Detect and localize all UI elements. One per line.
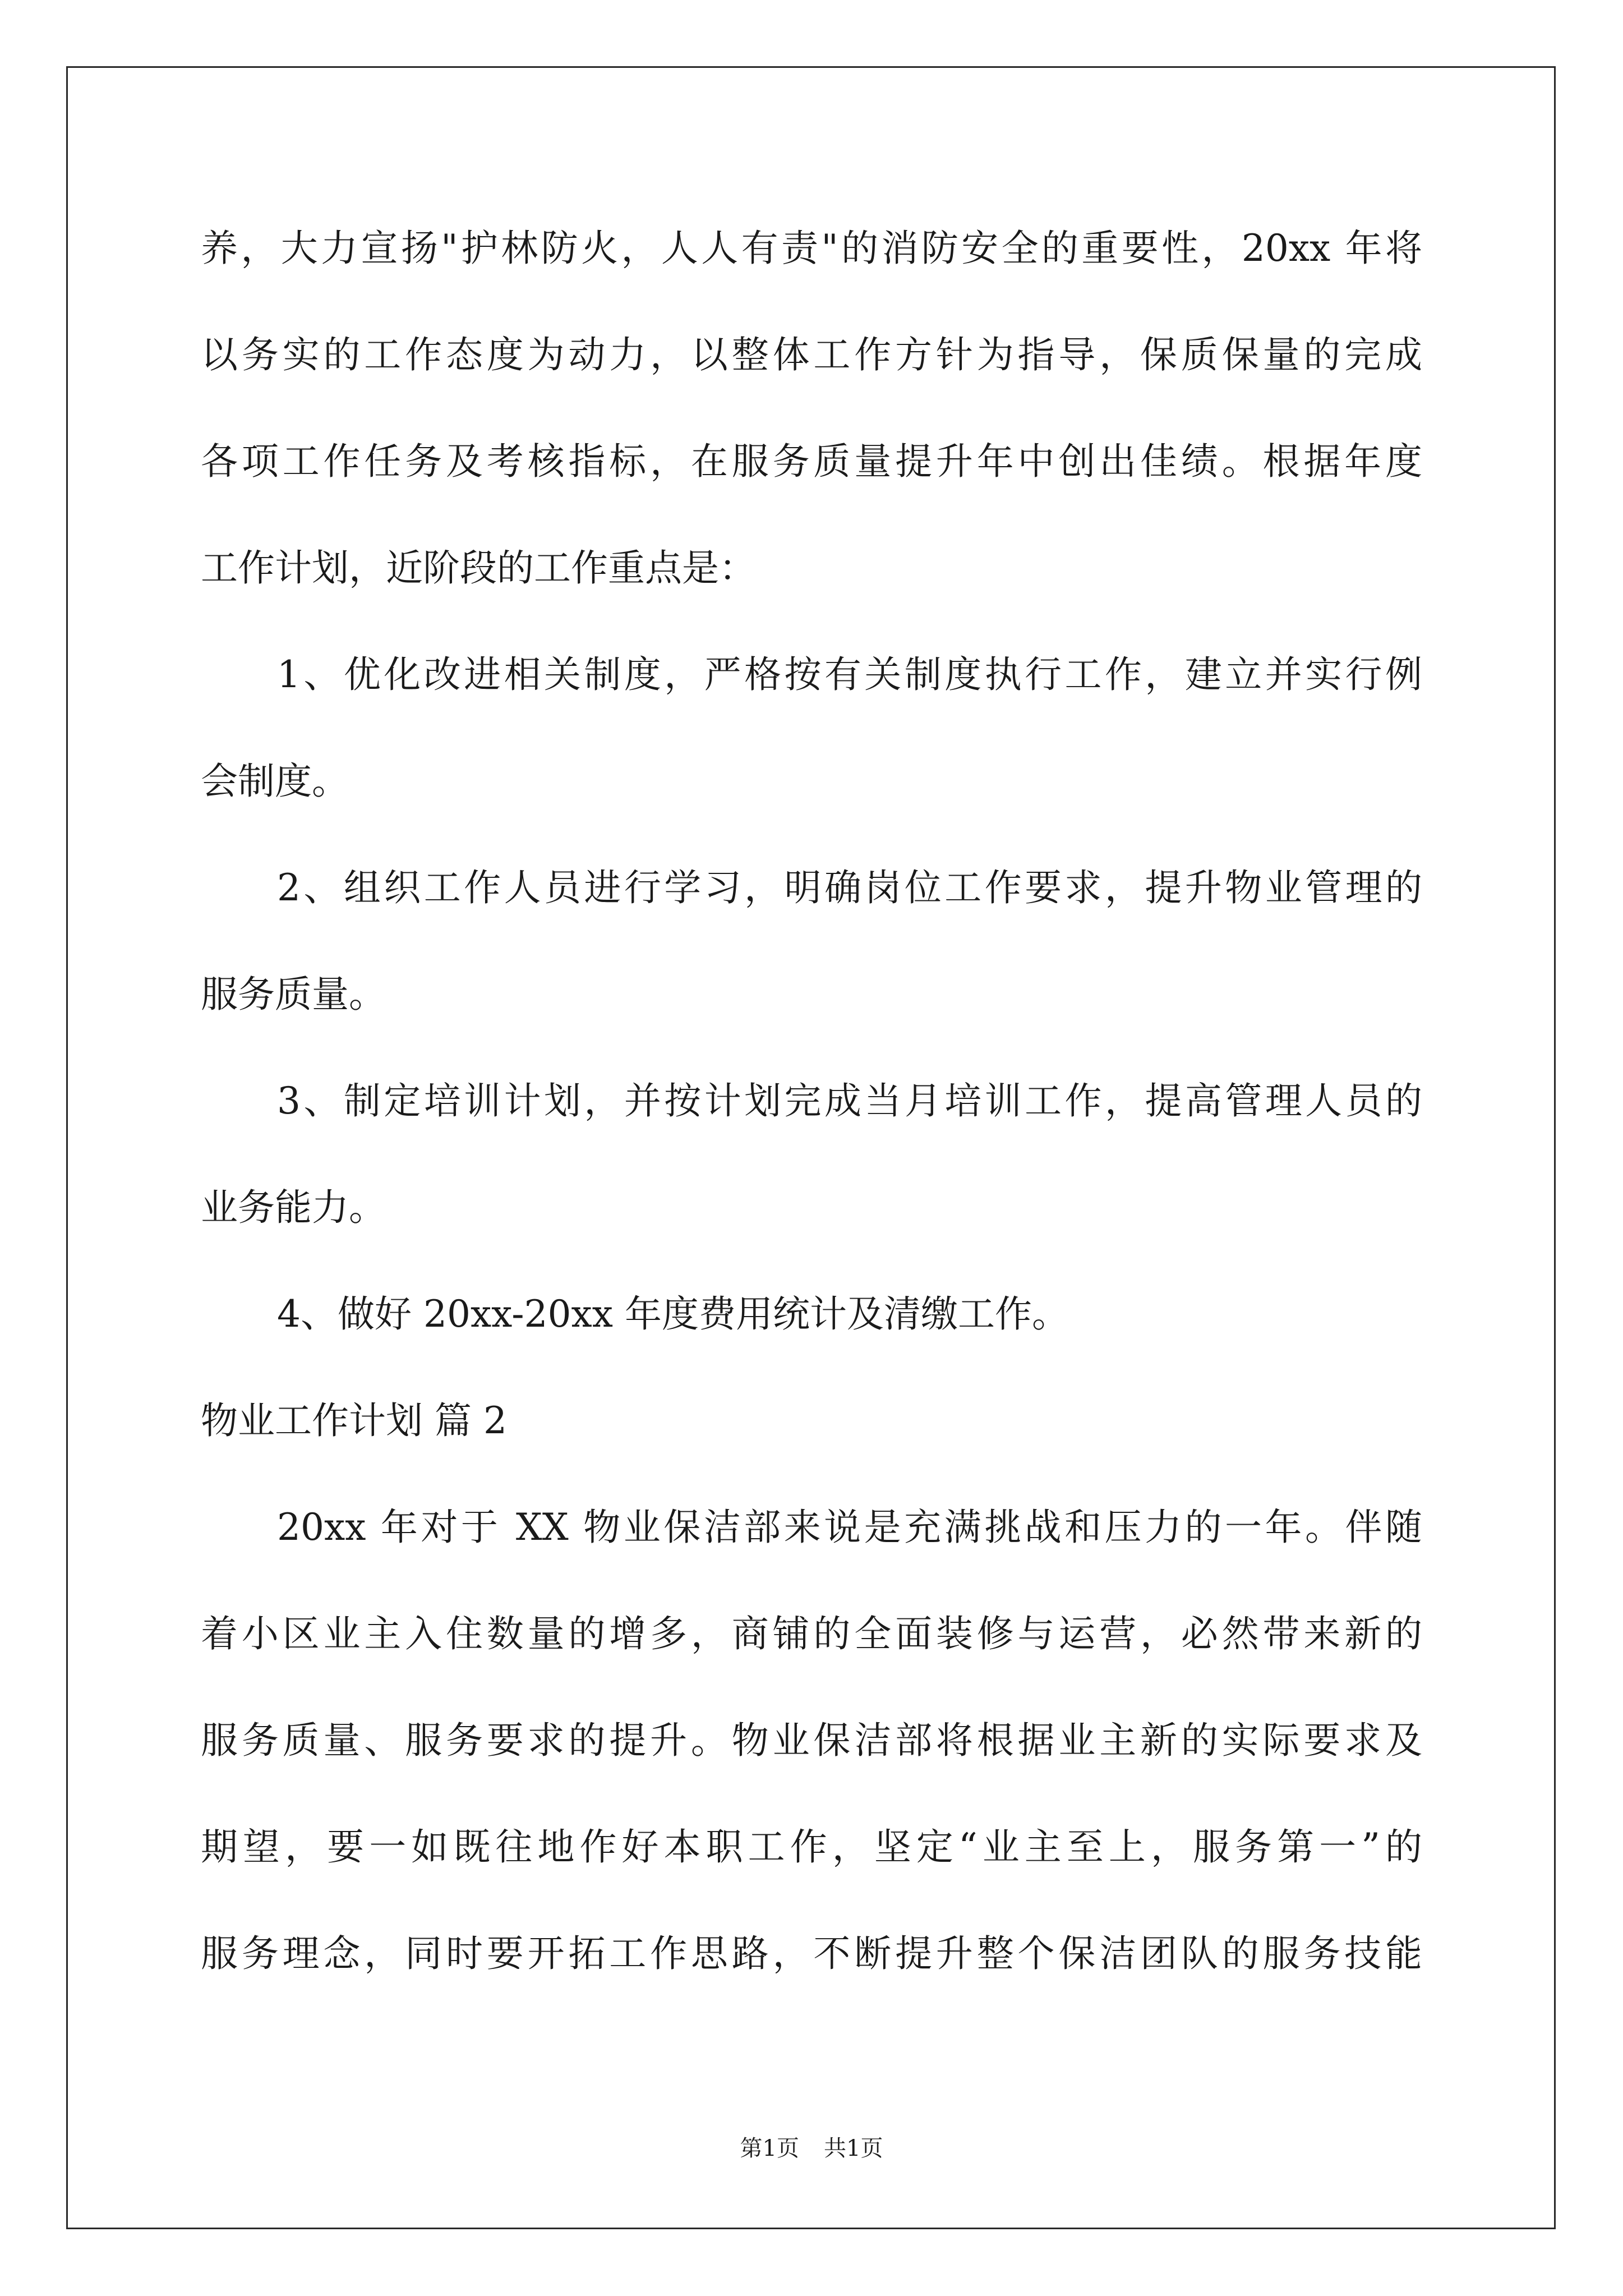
- paragraph-line: 20xx 年对于 XX 物业保洁部来说是充满挑战和压力的一年。伴随: [277, 1506, 1422, 1549]
- paragraph-line: 工作计划，近阶段的工作重点是：: [201, 546, 756, 590]
- document-body: [201, 218, 1422, 2030]
- paragraph-line: 以务实的工作态度为动力，以整体工作方针为指导，保质保量的完成: [201, 333, 1422, 376]
- paragraph-line: 服务质量、服务要求的提升。物业保洁部将根据业主新的实际要求及: [201, 1719, 1422, 1762]
- section-heading: 物业工作计划 篇 2: [201, 1399, 507, 1442]
- page-total: 共1页: [824, 2136, 883, 2161]
- paragraph-line: 期望，要一如既往地作好本职工作，坚定“业主至上，服务第一”的: [201, 1825, 1422, 1869]
- list-item-2-continuation: 服务质量。: [201, 973, 386, 1016]
- page-footer: [0, 2134, 1623, 2162]
- paragraph-line: 各项工作任务及考核指标，在服务质量提升年中创出佳绩。根据年度: [201, 440, 1422, 483]
- list-item-4: 4、做好 20xx-20xx 年度费用统计及清缴工作。: [277, 1292, 1069, 1336]
- list-item-2: 2、组织工作人员进行学习，明确岗位工作要求，提升物业管理的: [277, 866, 1422, 909]
- paragraph-line: 着小区业主入住数量的增多，商铺的全面装修与运营，必然带来新的: [201, 1612, 1422, 1655]
- list-item-1-continuation: 会制度。: [201, 760, 349, 803]
- list-item-3-continuation: 业务能力。: [201, 1186, 386, 1229]
- paragraph-line: 养，大力宣扬"护林防火，人人有责"的消防安全的重要性，20xx 年将: [201, 227, 1422, 270]
- page-number: 第1页: [740, 2136, 799, 2161]
- list-item-1: 1、优化改进相关制度，严格按有关制度执行工作，建立并实行例: [277, 653, 1422, 696]
- paragraph-line: 服务理念，同时要开拓工作思路，不断提升整个保洁团队的服务技能: [201, 1932, 1422, 1975]
- list-item-3: 3、制定培训计划，并按计划完成当月培训工作，提高管理人员的: [277, 1079, 1422, 1122]
